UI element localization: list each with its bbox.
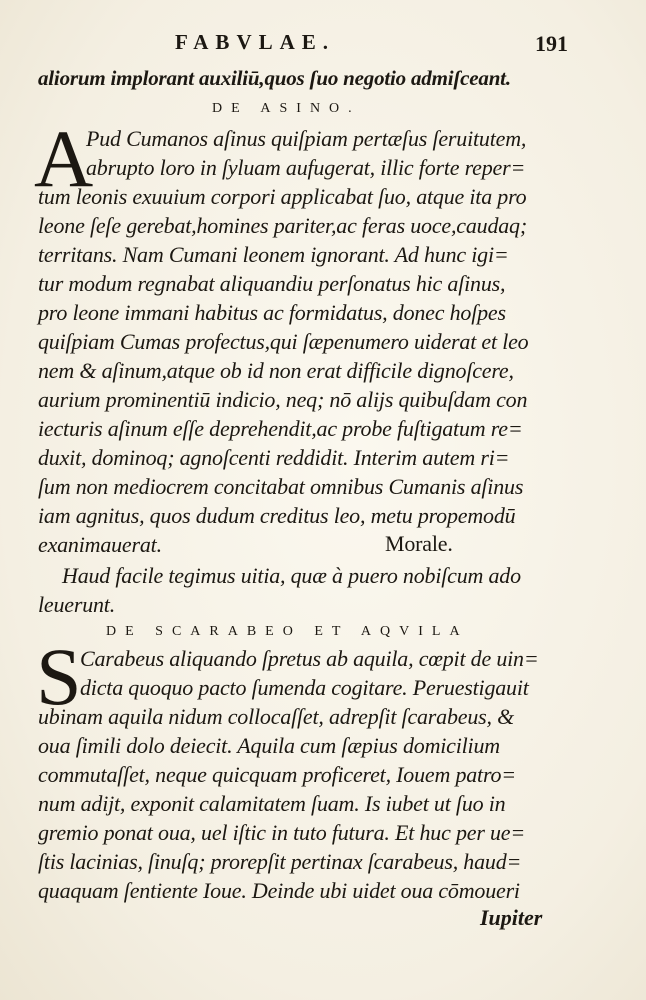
text-line: duxit, dominoq; agnoſcenti reddidit. Interim autem ri= xyxy=(38,445,510,470)
drop-cap: S xyxy=(36,631,82,722)
text-line: territans. Nam Cumani leonem ignorant. Ad hunc igi= xyxy=(38,242,509,267)
text-line: pro leone immani habitus ac formidatus, donec hoſpes xyxy=(38,300,506,325)
text-line: num adijt, exponit calamitatem ſuam. Is iubet ut ſuo in xyxy=(38,791,506,816)
text-line: quiſpiam Cumas profectus,qui ſæpenumero uiderat et leo xyxy=(38,329,529,354)
text-line: tur modum regnabat aliquandiu perſonatus hic aſinus, xyxy=(38,271,506,296)
moral-line: leuerunt. xyxy=(38,592,116,617)
drop-cap: A xyxy=(34,113,94,204)
text-line: ubinam aquila nidum collocaſſet, adrepſit ſcarabeus, & xyxy=(38,704,515,729)
running-title: FABVLAE. xyxy=(175,30,336,54)
text-line: aliorum implorant auxiliū,quos ſuo negotio admiſceant. xyxy=(38,66,511,90)
text-line: oua ſimili dolo deiecit. Aquila cum ſæpius domicilium xyxy=(38,733,500,758)
fable-title: DE ASINO. xyxy=(212,101,361,116)
fable-title: DE SCARABEO ET AQVILA xyxy=(106,624,469,639)
text-line: ſum non mediocrem concitabat omnibus Cumanis aſinus xyxy=(38,474,524,499)
text-line: Carabeus aliquando ſpretus ab aquila, cœpit de uin= xyxy=(80,646,539,671)
text-line: aurium prominentiū indicio, neq; nō alijs quibuſdam con xyxy=(38,387,528,412)
text-line: exanimauerat. xyxy=(38,532,162,557)
catchword: Iupiter xyxy=(480,905,543,930)
moral-line: Haud facile tegimus uitia, quæ à puero nobiſcum ado xyxy=(62,563,521,588)
text-line: tum leonis exuuium corpori applicabat ſuo, atque ita pro xyxy=(38,184,527,209)
text-line: commutaſſet, neque quicquam proficeret, Iouem patro= xyxy=(38,762,516,787)
text-line: iecturis aſinum eſſe deprehendit,ac probe fuſtigatum re= xyxy=(38,416,523,441)
text-line: quaquam ſentiente Ioue. Deinde ubi uidet oua cōmoueri xyxy=(38,878,520,903)
text-line: iam agnitus, quos dudum creditus leo, metu propemodū xyxy=(38,503,516,528)
text-line: leone ſeſe gerebat,homines pariter,ac feras uoce,caudaq; xyxy=(38,213,527,238)
text-line: dicta quoquo pacto ſumenda cogitare. Peruestigauit xyxy=(80,675,529,700)
text-line: Pud Cumanos aſinus quiſpiam pertæſus ſeruitutem, xyxy=(86,126,527,151)
text-line: ſtis lacinias, ſinuſq; prorepſit pertinax ſcarabeus, haud= xyxy=(38,849,522,874)
morale-label: Morale. xyxy=(385,531,453,556)
text-line: gremio ponat oua, uel iſtic in tuto futura. Et huc per ue= xyxy=(38,820,525,845)
text-line: abrupto loro in ſyluam aufugerat, illic forte reper= xyxy=(86,155,526,180)
page-number: 191 xyxy=(535,31,568,56)
text-line: nem & aſinum,atque ob id non erat difficile dignoſcere, xyxy=(38,358,514,383)
